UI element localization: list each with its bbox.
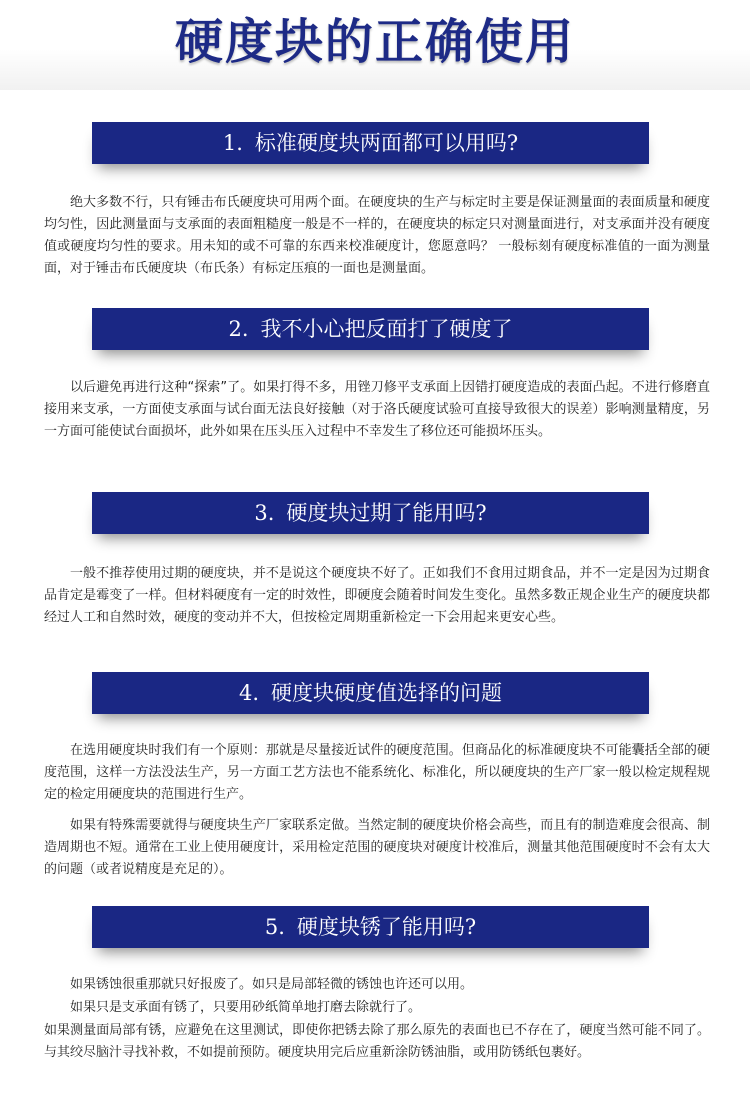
section-number: 2. — [228, 317, 249, 341]
section-5-paragraph-3: 如果测量面局部有锈，应避免在这里测试，即使你把锈去除了那么原先的表面也已不存在了，硬度当然可能不同了。与其绞尽脑汁寻找补救，不如提前预防。硬度块用完后应重新涂防锈油脂，或用防锈纸包裹好。 — [44, 1023, 710, 1060]
section-2-paragraph-1: 以后避免再进行这种“探索”了。如果打得不多，用锉刀修平支承面上因错打硬度造成的表面凸起。不进行修磨直接用来支承，一方面使支承面与试台面无法良好接触（对于洛氏硬度试验可直接导致很大的误差）影响测量精度，另一方面可能使试台面损坏，此外如果在压头压入过程中不幸发生了移位还可能损坏压头。 — [44, 380, 710, 439]
page-title: 硬度块的正确使用 — [174, 14, 575, 70]
section-heading-5 — [92, 906, 649, 948]
section-title: 标准硬度块两面都可以用吗? — [254, 131, 519, 155]
section-number: 4. — [238, 681, 260, 705]
section-title: 我不小心把反面打了硬度了 — [260, 317, 513, 341]
section-heading-2 — [92, 308, 649, 350]
section-3-paragraph-1: 一般不推荐使用过期的硬度块，并不是说这个硬度块不好了。正如我们不食用过期食品，并不一定是因为过期食品肯定是霉变了一样。但材料硬度有一定的时效性，即硬度会随着时间发生变化。虽然多数正规企业生产的硬度块都经过人工和自然时效，硬度的变动并不大，但按检定周期重新检定一下会用起来更安心些。 — [44, 566, 710, 625]
section-number: 5. — [264, 915, 285, 939]
section-5-paragraph-2: 如果只是支承面有锈了，只要用砂纸简单地打磨去除就行了。 — [70, 1000, 422, 1015]
section-heading-3 — [92, 492, 649, 534]
section-5-paragraph-1: 如果锈蚀很重那就只好报废了。如只是局部轻微的锈蚀也许还可以用。 — [70, 977, 474, 992]
section-heading-4 — [92, 672, 649, 714]
section-number: 1. — [222, 131, 243, 155]
section-4-paragraph-1: 在选用硬度块时我们有一个原则：那就是尽量接近试件的硬度范围。但商品化的标准硬度块不可能囊括全部的硬度范围，这样一方法没法生产，另一方面工艺方法也不能系统化、标准化，所以硬度块的生产厂家一般以检定规程规定的检定用硬度块的范围进行生产。 — [44, 743, 710, 802]
section-4-paragraph-2: 如果有特殊需要就得与硬度块生产厂家联系定做。当然定制的硬度块价格会高些，而且有的制造难度会很高、制造周期也不短。通常在工业上使用硬度计，采用检定范围的硬度块对硬度计校准后，测量其他范围硬度时不会有太大的问题（或者说精度是充足的）。 — [44, 818, 710, 877]
section-title: 硬度块硬度值选择的问题 — [271, 681, 503, 705]
section-1-paragraph-1: 绝大多数不行，只有锤击布氏硬度块可用两个面。在硬度块的生产与标定时主要是保证测量面的表面质量和硬度均匀性，因此测量面与支承面的表面粗糙度一般是不一样的，在硬度块的标定只对测量面进行，对支承面并没有硬度值或硬度均匀性的要求。用未知的或不可靠的东西来校准硬度计，您愿意吗？ 一般标刻有硬度标准值的一面为测量面，对于锤击布氏硬度块（布氏条）有标定压痕的一面也是测量面。 — [44, 195, 710, 276]
section-title: 硬度块锈了能用吗? — [296, 915, 477, 939]
section-heading-1 — [92, 122, 649, 164]
section-title: 硬度块过期了能用吗? — [286, 501, 487, 525]
section-number: 3. — [254, 501, 275, 525]
